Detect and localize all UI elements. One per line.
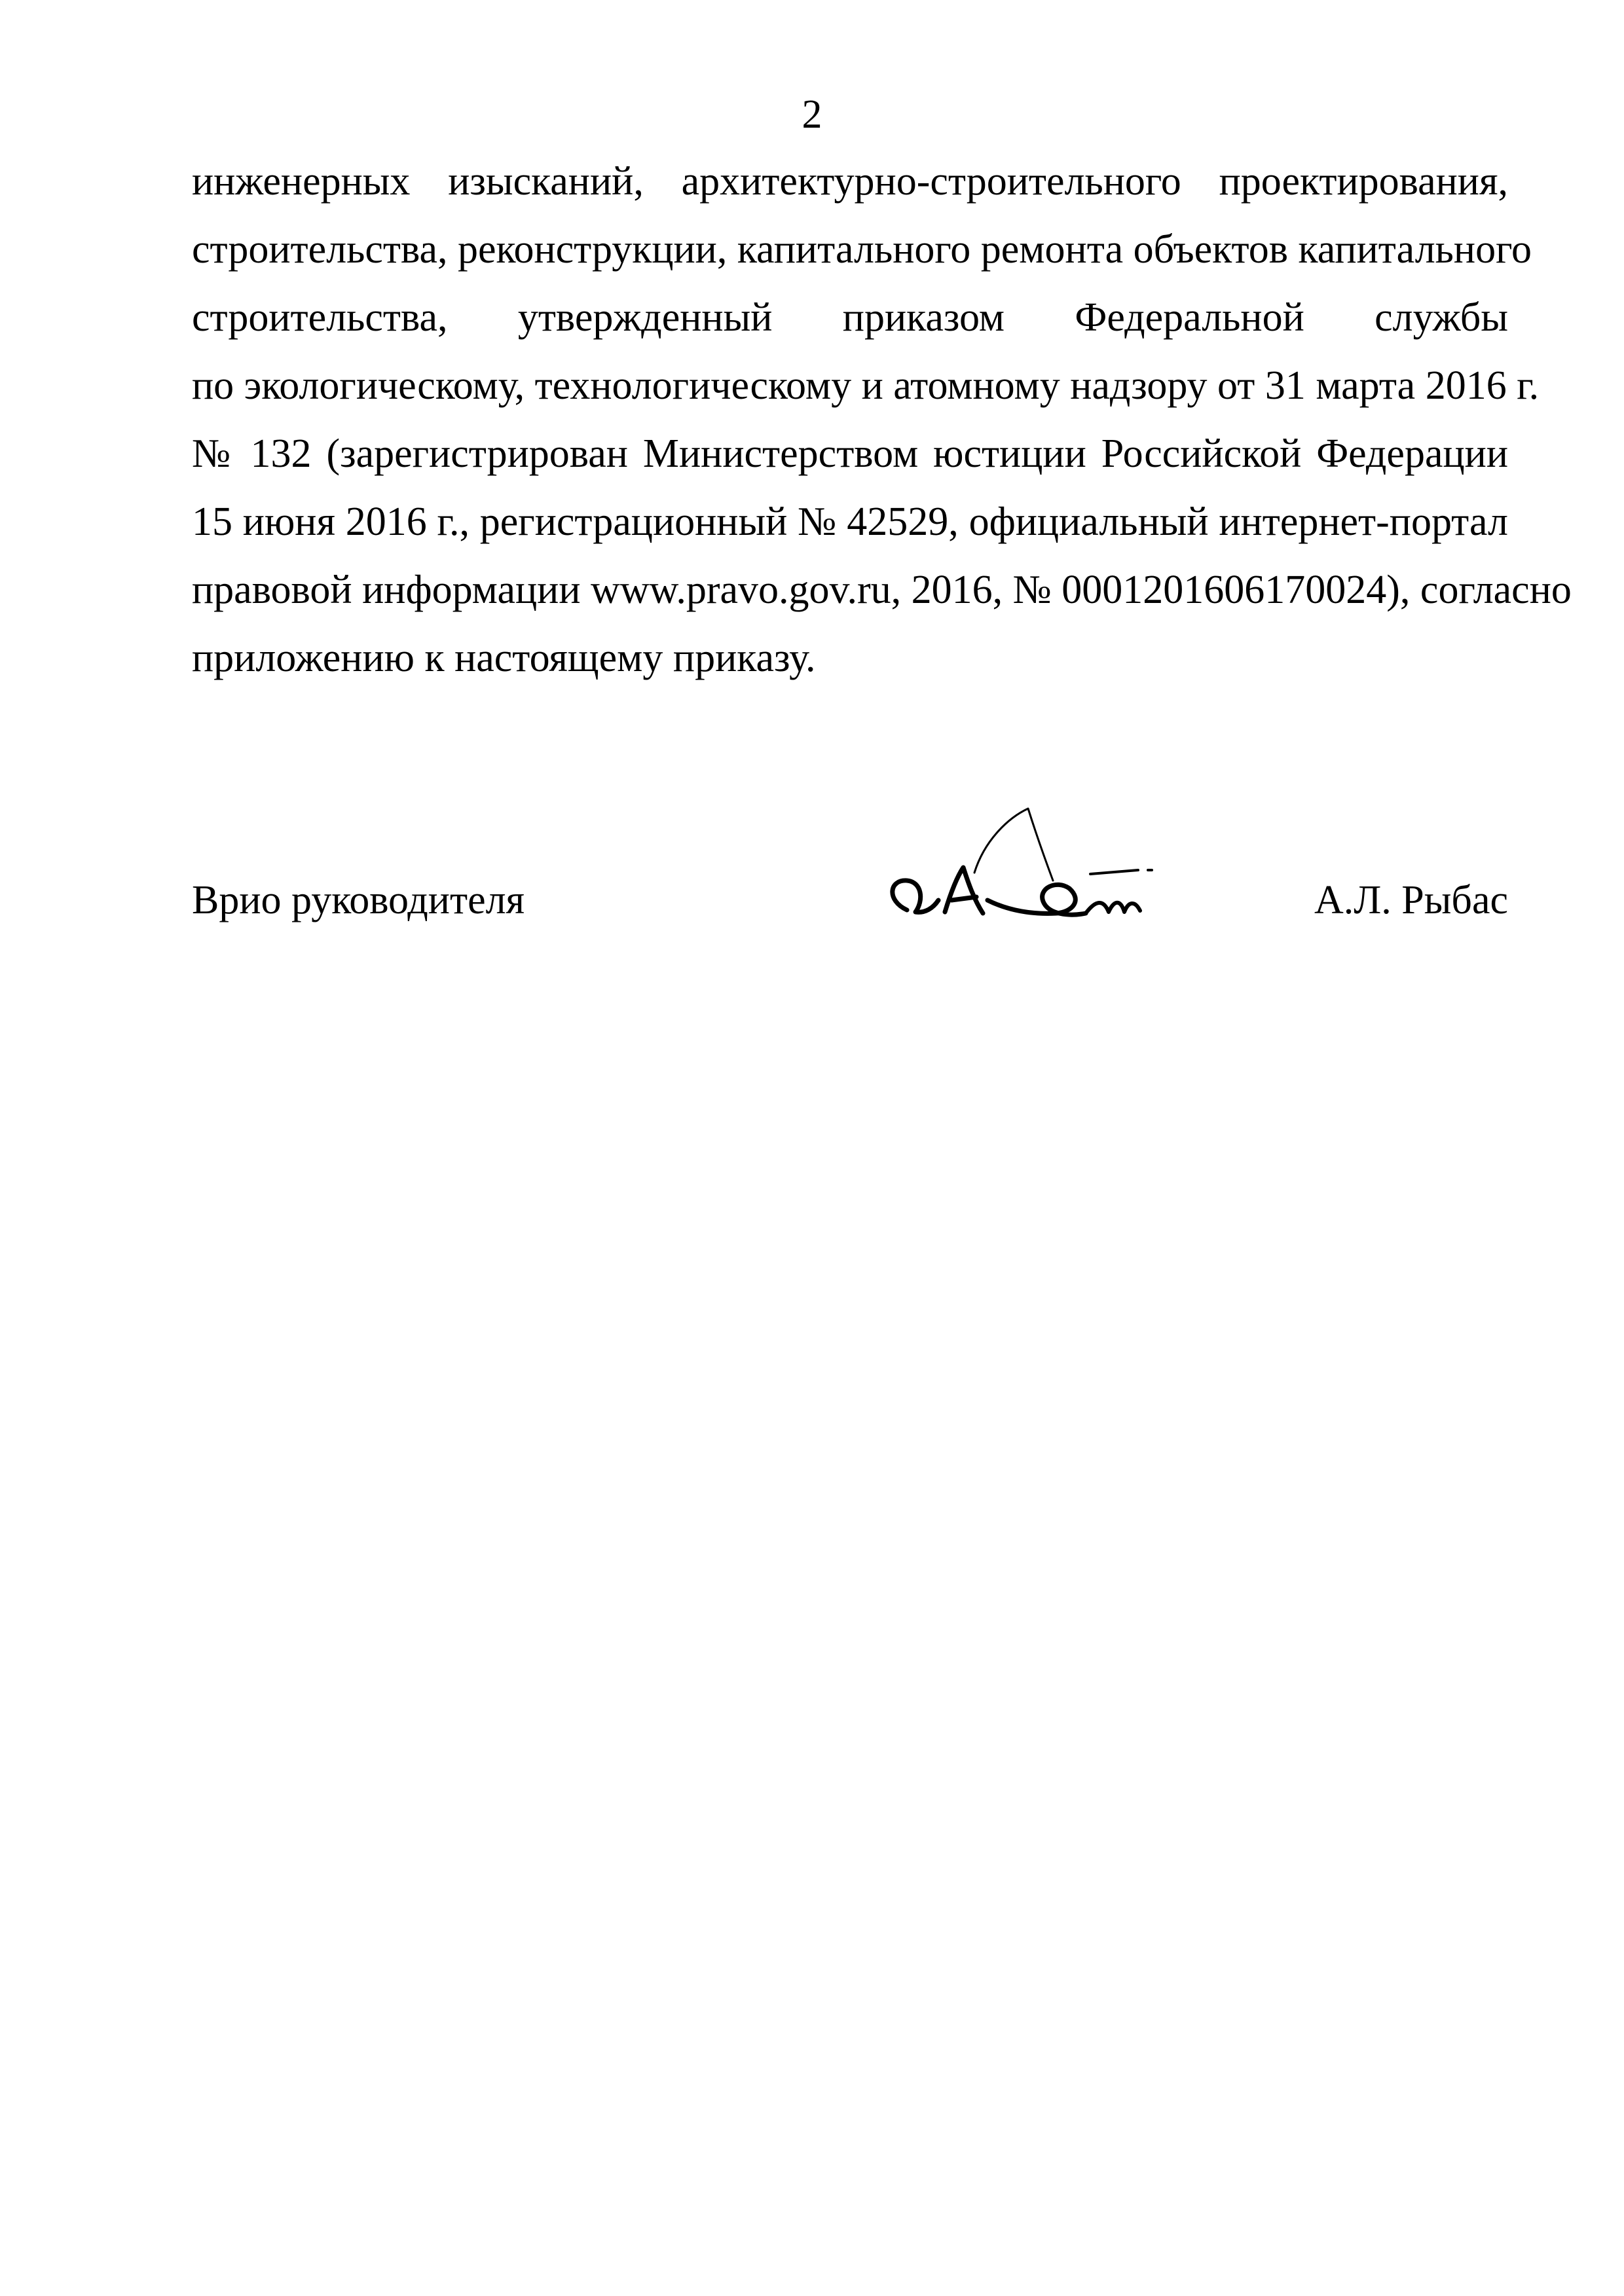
signatory-name: А.Л. Рыбас bbox=[1314, 878, 1508, 922]
body-line: 15 июня 2016 г., регистрационный № 42529, официальный интернет-портал bbox=[192, 500, 1508, 544]
body-line: строительства, реконструкции, капитального ремонта объектов капитального bbox=[192, 227, 1532, 272]
body-line: по экологическому, технологическому и атомному надзору от 31 марта 2016 г. bbox=[192, 363, 1540, 408]
signatory-position: Врио руководителя bbox=[192, 878, 525, 922]
body-text bbox=[192, 147, 1572, 692]
body-line: правовой информации www.pravo.gov.ru, 2016, № 0001201606170024), согласно bbox=[192, 568, 1572, 612]
body-line: инженерных изысканий, архитектурно-строительного проектирования, bbox=[192, 159, 1508, 204]
body-line: № 132 (зарегистрирован Министерством юстиции Российской Федерации bbox=[192, 431, 1508, 476]
body-line: строительства, утвержденный приказом Федеральной службы bbox=[192, 295, 1508, 340]
page-number: 2 bbox=[802, 92, 822, 137]
body-line: приложению к настоящему приказу. bbox=[192, 636, 816, 680]
handwritten-signature bbox=[860, 802, 1227, 953]
signature-block bbox=[192, 802, 1508, 959]
